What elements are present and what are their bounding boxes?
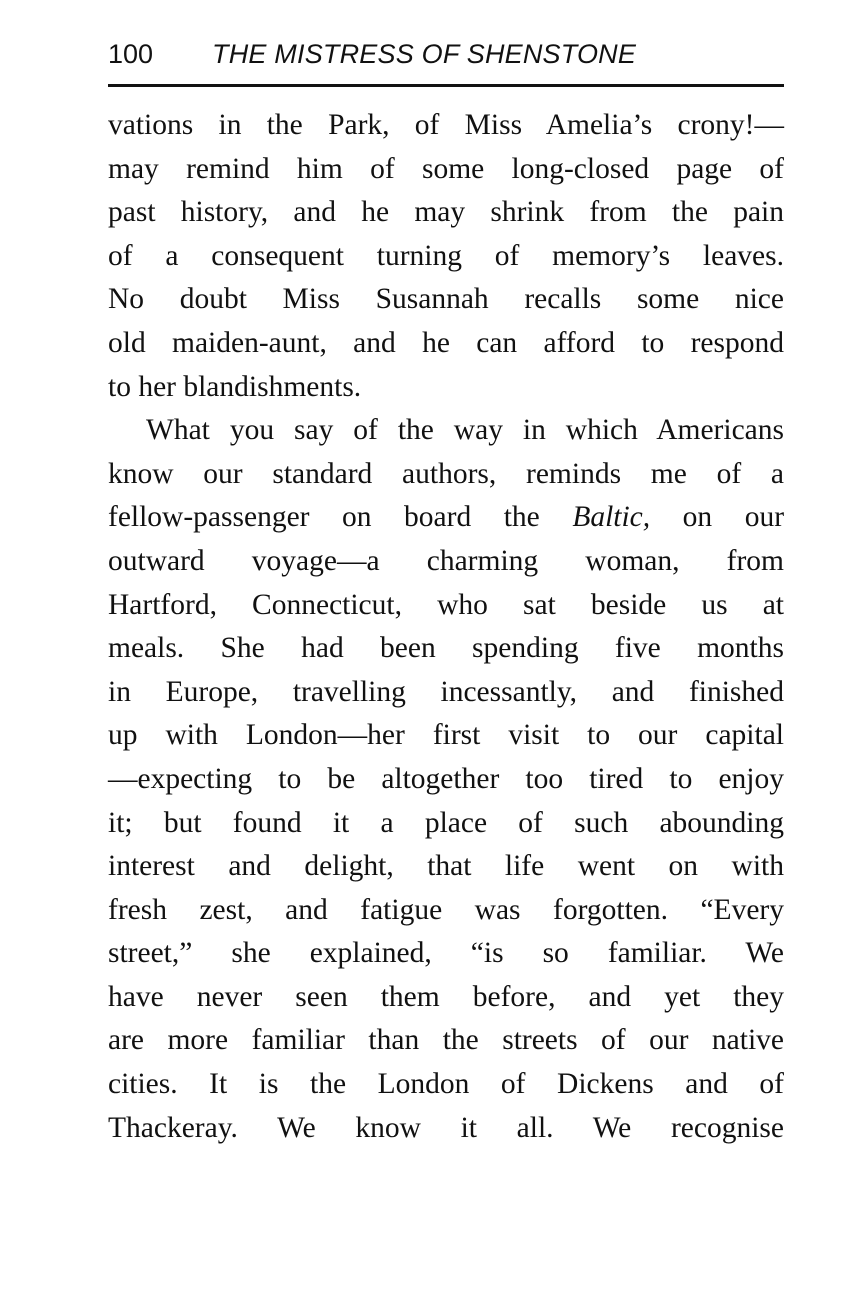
paragraph-2 <box>108 409 784 1150</box>
text-line: up with London—her first visit to our capital <box>108 719 784 752</box>
text-line: have never seen them before, and yet they <box>108 980 784 1013</box>
running-header <box>108 34 784 74</box>
ship-name: Baltic, <box>572 501 651 534</box>
page-number: 100 <box>108 39 154 69</box>
text-line: What you say of the way in which Americans <box>146 414 784 447</box>
text-line: No doubt Miss Susannah recalls some nice <box>108 283 784 316</box>
text-line: are more familiar than the streets of our native <box>108 1024 784 1057</box>
text-line: past history, and he may shrink from the pain <box>108 196 784 229</box>
text-line: old maiden-aunt, and he can afford to respond <box>108 326 784 359</box>
text-line: of a consequent turning of memory’s leaves. <box>108 239 784 272</box>
line-end: on our <box>682 501 785 534</box>
paragraph-1 <box>108 104 784 409</box>
body-text <box>108 104 784 1150</box>
text-line: outward voyage—a charming woman, from <box>108 544 784 577</box>
text-line: Thackeray. We know it all. We recognise <box>108 1111 784 1144</box>
text-line: in Europe, travelling incessantly, and finished <box>108 675 784 708</box>
text-line: to her blandishments. <box>108 370 362 403</box>
text-line: Hartford, Connecticut, who sat beside us at <box>108 588 784 621</box>
book-title: THE MISTRESS OF SHENSTONE <box>212 39 637 69</box>
text-line: cities. It is the London of Dickens and of <box>108 1068 784 1101</box>
header-rule <box>108 84 784 87</box>
text-line: meals. She had been spending five months <box>108 632 784 665</box>
text-line-with-ship-name <box>108 496 784 540</box>
text-line: vations in the Park, of Miss Amelia’s crony!— <box>108 109 784 141</box>
text-line: interest and delight, that life went on with <box>108 850 784 883</box>
text-line: know our standard authors, reminds me of a <box>108 457 784 490</box>
text-line: —expecting to be altogether too tired to enjoy <box>108 762 784 795</box>
text-line: may remind him of some long-closed page of <box>108 152 784 185</box>
line-start: fellow-passenger on board the <box>108 501 540 534</box>
text-line: street,” she explained, “is so familiar. We <box>108 937 784 970</box>
text-line: fresh zest, and fatigue was forgotten. “Every <box>108 893 784 926</box>
text-line: it; but found it a place of such abounding <box>108 806 784 839</box>
